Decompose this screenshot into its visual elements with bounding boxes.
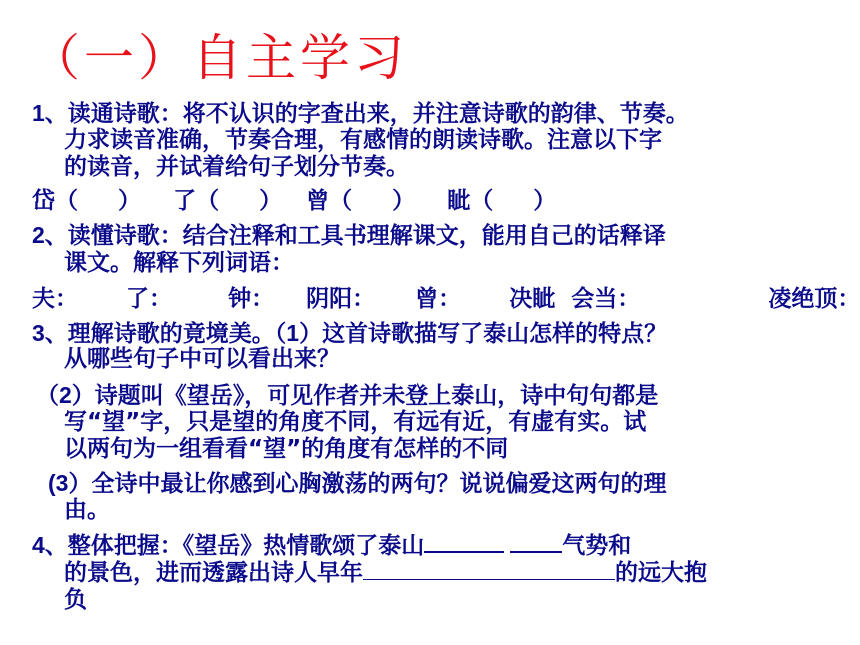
q4-blank-2 <box>510 533 562 553</box>
q2-text-1: 、读懂诗歌：结合注释和工具书理解课文，能用自己的话释译 <box>44 223 666 249</box>
q3-sub1-number: 1 <box>286 320 300 346</box>
q4-line2 <box>64 560 707 586</box>
q3-line2: 从哪些句子中可以看出来？ <box>64 346 340 372</box>
q4-line1 <box>32 532 631 559</box>
q3-part2-line2: 写“望”字，只是望的角度不同，有远有近，有虚有实。试 <box>64 409 647 435</box>
q1-characters: 岱（ ） 了（ ） 曾（ ） 眦（ ） <box>32 188 557 214</box>
q3-part2-open: （ <box>36 383 59 409</box>
q2-line2: 课文。解释下列词语： <box>64 250 294 276</box>
q3-line1 <box>32 320 667 347</box>
q3-text-1: 、理解诗歌的竟境美。（ <box>44 321 287 347</box>
q3-part3-number: 3 <box>55 470 69 496</box>
q2-words: 夫： 了： 钟： 阴阳： 曾： 决眦 会当： 凌绝顶： <box>32 286 860 312</box>
q1-line1 <box>32 100 689 127</box>
q2-line1 <box>32 222 666 249</box>
q2-number: 2 <box>32 222 45 248</box>
q3-part3-open: ( <box>48 470 56 496</box>
q3-part2-text-1: ）诗题叫《望岳》，可见作者并未登上泰山，诗中句句都是 <box>71 383 659 409</box>
q3-part3-line2: 由。 <box>64 497 110 523</box>
q3-number: 3 <box>32 320 45 346</box>
q1-text-1: 、读通诗歌：将不认识的字查出来，并注意诗歌的韵律、节奏。 <box>44 101 689 127</box>
section-title: （一）自主学习 <box>30 29 408 87</box>
q4-text-2b: 的远大抱 <box>615 560 707 586</box>
q3-part3-text-1: ）全诗中最让你感到心胸激荡的两句？说说偏爱这两句的理 <box>68 471 667 497</box>
q3-part3-line1 <box>48 470 666 497</box>
q1-line2: 力求读音准确，节奏合理，有感情的朗读诗歌。注意以下字 <box>64 127 662 153</box>
q3-part2-line3: 以两句为一组看看“望”的角度有怎样的不同 <box>64 436 509 462</box>
q4-blank-1 <box>424 533 504 553</box>
q4-text-1a: 、整体把握：《望岳》热情歌颂了泰山 <box>44 533 425 559</box>
q4-line3: 负 <box>64 587 87 613</box>
q3-part2-line1 <box>36 382 658 409</box>
q3-part2-number: 2 <box>59 382 72 408</box>
q4-blank-3 <box>363 561 615 580</box>
q1-line3: 的读音，并试着给句子划分节奏。 <box>64 154 409 180</box>
q4-text-1b: 气势和 <box>562 533 632 559</box>
q1-number: 1 <box>32 100 45 126</box>
q3-text-1-rest: ）这首诗歌描写了泰山怎样的特点？ <box>299 321 668 347</box>
q4-number: 4 <box>32 532 45 558</box>
q4-text-2a: 的景色，进而透露出诗人早年 <box>64 560 363 586</box>
